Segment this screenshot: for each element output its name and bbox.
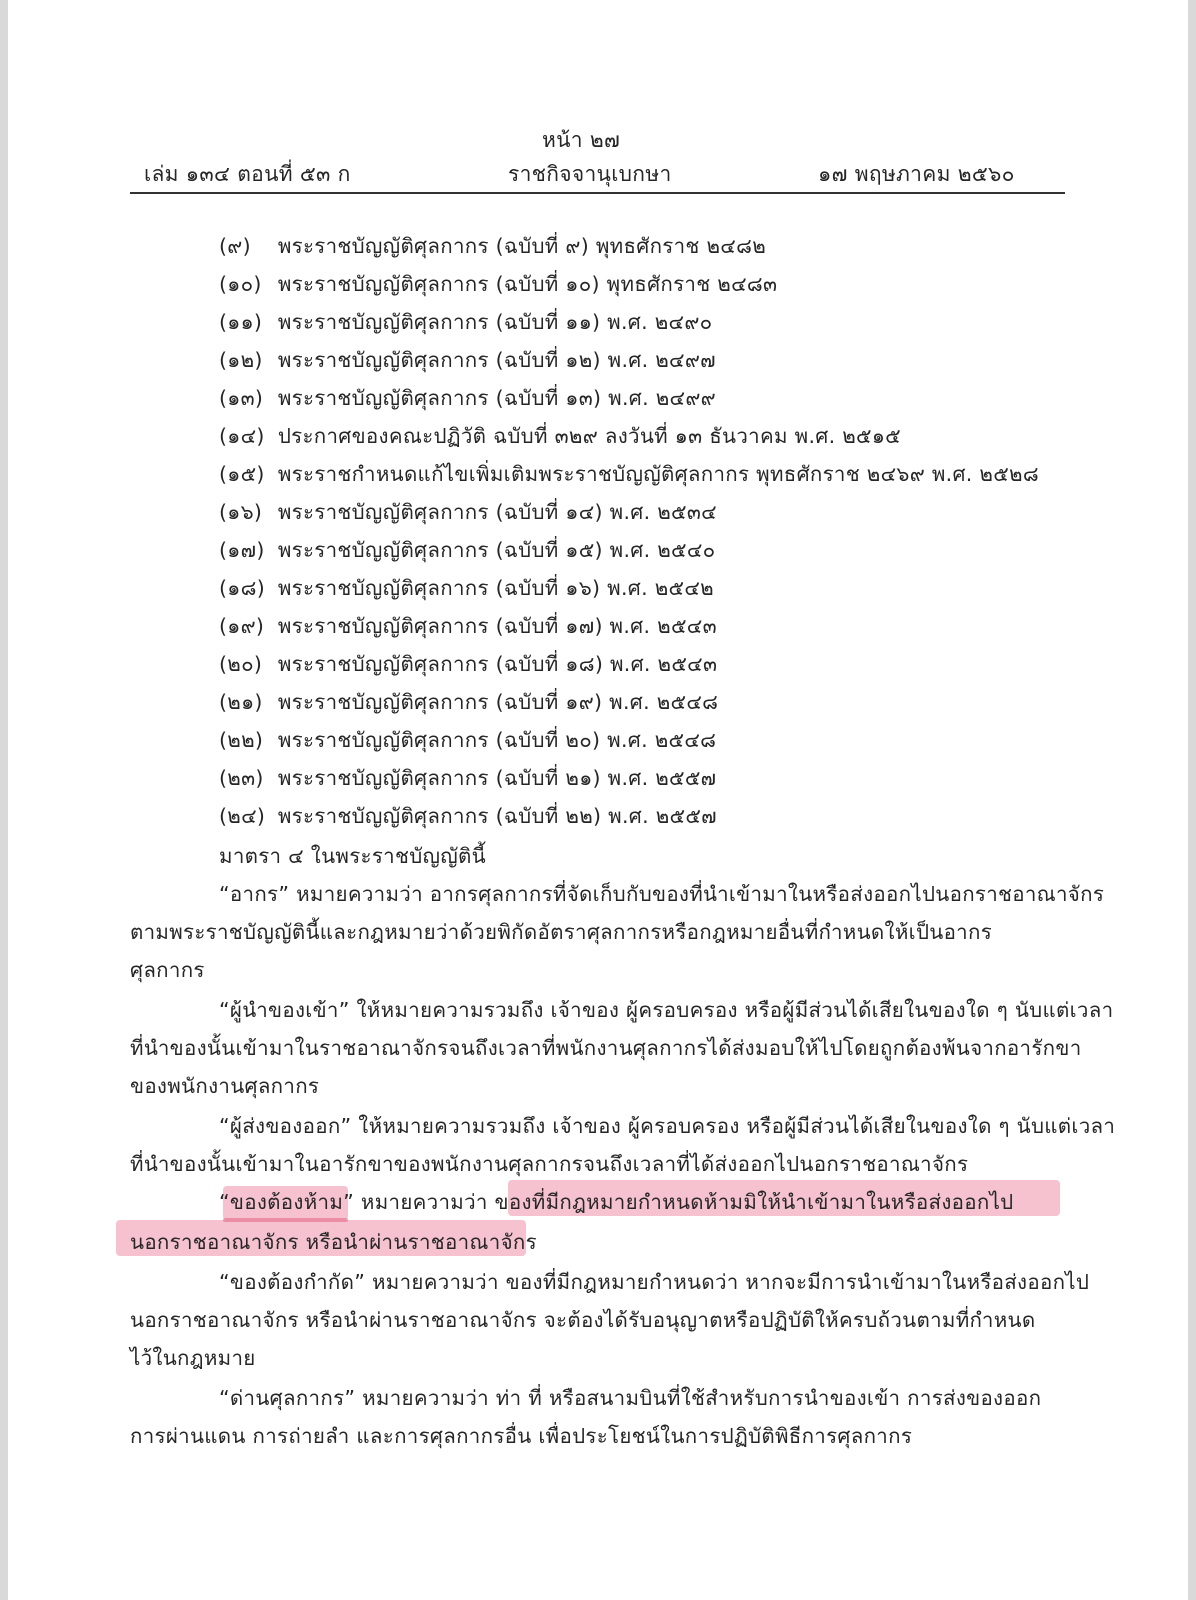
list-item (219, 686, 718, 719)
list-item-text: พระราชกำหนดแก้ไขเพิ่มเติมพระราชบัญญัติศุลกากร พุทธศักราช ๒๔๖๙ พ.ศ. ๒๕๒๘ (277, 462, 1039, 486)
list-item-number: (๒๒) (219, 728, 264, 752)
list-item-number: (๑๐) (219, 272, 262, 296)
list-item-number: (๑๘) (219, 576, 266, 600)
list-item-number: (๒๔) (219, 804, 266, 828)
definition-customs-post-line: การผ่านแดน การถ่ายลำ และการศุลกากรอื่น เพื่อประโยชน์ในการปฏิบัติพิธีการศุลกากร (130, 1424, 913, 1448)
definition-restricted-line: “ของต้องกำกัด” หมายความว่า ของที่มีกฎหมายกำหนดว่า หากจะมีการนำเข้ามาในหรือส่งออกไป (219, 1270, 1090, 1294)
list-item-number: (๑๗) (219, 538, 265, 562)
definition-importer-line: “ผู้นำของเข้า” ให้หมายความรวมถึง เจ้าของ ผู้ครอบครอง หรือผู้มีส่วนได้เสียในของใด ๆ นับแต่เวลา (219, 998, 1114, 1022)
list-item-number: (๒๓) (219, 766, 264, 790)
list-item-text: พระราชบัญญัติศุลกากร (ฉบับที่ ๒๐) พ.ศ. ๒๕๔๘ (277, 728, 717, 752)
list-item-text: พระราชบัญญัติศุลกากร (ฉบับที่ ๑๔) พ.ศ. ๒๕๓๔ (277, 500, 717, 524)
list-item-text: ประกาศของคณะปฏิวัติ ฉบับที่ ๓๒๙ ลงวันที่ ๑๓ ธันวาคม พ.ศ. ๒๕๑๕ (277, 424, 901, 448)
list-item-text: พระราชบัญญัติศุลกากร (ฉบับที่ ๑๖) พ.ศ. ๒๕๔๒ (277, 576, 714, 600)
list-item (219, 496, 717, 529)
list-item (219, 762, 716, 795)
list-item (219, 230, 766, 263)
definition-duty-line: ตามพระราชบัญญัตินี้และกฎหมายว่าด้วยพิกัดอัตราศุลกากรหรือกฎหมายอื่นที่กำหนดให้เป็นอากร (130, 920, 993, 944)
list-item (219, 648, 717, 681)
definition-importer-line: ที่นำของนั้นเข้ามาในราชอาณาจักรจนถึงเวลาที่พนักงานศุลกากรได้ส่งมอบให้ไปโดยถูกต้องพ้นจากอารักขา (130, 1036, 1082, 1060)
section-heading: มาตรา ๔ ในพระราชบัญญัตินี้ (219, 844, 486, 868)
definition-duty-line: ศุลกากร (130, 958, 205, 982)
list-item-number: (๑๒) (219, 348, 263, 372)
definition-exporter-line: ที่นำของนั้นเข้ามาในอารักขาของพนักงานศุลกากรจนถึงเวลาที่ได้ส่งออกไปนอกราชอาณาจักร (130, 1152, 969, 1176)
definition-importer-line: ของพนักงานศุลกากร (130, 1074, 320, 1098)
list-item (219, 382, 716, 415)
list-item-number: (๑๓) (219, 386, 264, 410)
list-item-text: พระราชบัญญัติศุลกากร (ฉบับที่ ๒๒) พ.ศ. ๒๕๕๗ (277, 804, 717, 828)
list-item (219, 610, 717, 643)
list-item-number: (๒๐) (219, 652, 263, 676)
header-divider (130, 192, 1065, 194)
list-item (219, 344, 716, 377)
list-item-number: (๑๔) (219, 424, 265, 448)
list-item (219, 268, 777, 301)
list-item (219, 800, 717, 833)
list-item-number: (๑๑) (219, 310, 263, 334)
list-item-number: (๙) (219, 234, 251, 258)
list-item (219, 724, 716, 757)
list-item (219, 458, 1039, 491)
definition-exporter-line: “ผู้ส่งของออก” ให้หมายความรวมถึง เจ้าของ ผู้ครอบครอง หรือผู้มีส่วนได้เสียในของใด ๆ นับแต่เวลา (219, 1114, 1116, 1138)
list-item-number: (๑๕) (219, 462, 265, 486)
definition-duty-line: “อากร” หมายความว่า อากรศุลกากรที่จัดเก็บกับของที่นำเข้ามาในหรือส่งออกไปนอกราชอาณาจักร (219, 882, 1105, 906)
gazette-title: ราชกิจจานุเบกษา (508, 162, 672, 186)
prohibited-means: หมายความว่า (360, 1190, 488, 1214)
list-item-text: พระราชบัญญัติศุลกากร (ฉบับที่ ๑๒) พ.ศ. ๒๔๙๗ (277, 348, 716, 372)
definition-restricted-line: ไว้ในกฎหมาย (130, 1346, 256, 1370)
list-item-number: (๒๑) (219, 690, 263, 714)
list-item-text: พระราชบัญญัติศุลกากร (ฉบับที่ ๒๑) พ.ศ. ๒๕๕๗ (277, 766, 717, 790)
list-item (219, 572, 714, 605)
list-item-text: พระราชบัญญัติศุลกากร (ฉบับที่ ๑๑) พ.ศ. ๒๔๙๐ (277, 310, 713, 334)
list-item-text: พระราชบัญญัติศุลกากร (ฉบับที่ ๑๘) พ.ศ. ๒๕๔๓ (277, 652, 718, 676)
page-number: หน้า ๒๗ (542, 128, 621, 152)
list-item-text: พระราชบัญญัติศุลกากร (ฉบับที่ ๙) พุทธศักราช ๒๔๘๒ (277, 234, 767, 258)
volume-issue: เล่ม ๑๓๔ ตอนที่ ๕๓ ก (144, 162, 351, 186)
prohibited-term: “ของต้องห้าม” (219, 1190, 355, 1214)
list-item-text: พระราชบัญญัติศุลกากร (ฉบับที่ ๑๓) พ.ศ. ๒๔๙๙ (277, 386, 716, 410)
list-item-number: (๑๖) (219, 500, 263, 524)
prohibited-meaning: ของที่มีกฎหมายกำหนดห้ามมิให้นำเข้ามาในหรือส่งออกไป (494, 1190, 1014, 1214)
publication-date: ๑๗ พฤษภาคม ๒๕๖๐ (818, 162, 1015, 186)
list-item-text: พระราชบัญญัติศุลกากร (ฉบับที่ ๑๙) พ.ศ. ๒๕๔๘ (277, 690, 719, 714)
list-item (219, 306, 712, 339)
definition-restricted-line: นอกราชอาณาจักร หรือนำผ่านราชอาณาจักร จะต้องได้รับอนุญาตหรือปฏิบัติให้ครบถ้วนตามที่กำหนด (130, 1308, 1036, 1332)
list-item (219, 534, 715, 567)
gazette-page (8, 0, 1188, 1600)
list-item-text: พระราชบัญญัติศุลกากร (ฉบับที่ ๑๕) พ.ศ. ๒๕๔๐ (277, 538, 716, 562)
list-item (219, 420, 901, 453)
definition-prohibited-line (219, 1186, 1014, 1219)
list-item-text: พระราชบัญญัติศุลกากร (ฉบับที่ ๑๗) พ.ศ. ๒๕๔๓ (277, 614, 717, 638)
definition-prohibited-line: นอกราชอาณาจักร หรือนำผ่านราชอาณาจักร (130, 1230, 537, 1254)
list-item-text: พระราชบัญญัติศุลกากร (ฉบับที่ ๑๐) พุทธศักราช ๒๔๘๓ (277, 272, 778, 296)
list-item-number: (๑๙) (219, 614, 265, 638)
definition-customs-post-line: “ด่านศุลกากร” หมายความว่า ท่า ที่ หรือสนามบินที่ใช้สำหรับการนำของเข้า การส่งของออก (219, 1386, 1042, 1410)
